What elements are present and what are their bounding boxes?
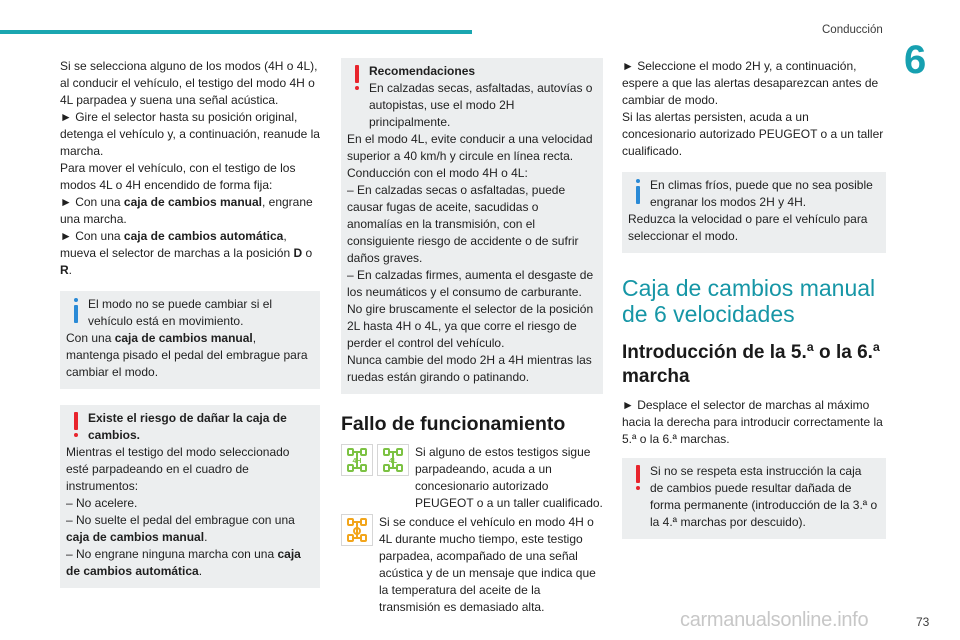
- recommendation-text: En calzadas secas, asfaltadas, autovías o autopistas, use el modo 2H principalmente.: [369, 81, 593, 129]
- column-3: [622, 58, 886, 539]
- info-text: El modo no se puede cambiar si el vehículo está en movimiento.: [88, 297, 273, 328]
- paragraph: Si se selecciona alguno de los modos (4H o 4L), al conducir el vehículo, el testigo del modo 4H o 4L parpadea y suena una señal acústica.: [60, 59, 318, 107]
- warning-box: [60, 405, 320, 588]
- warning-box: [622, 458, 886, 539]
- recommendation-text: – En calzadas firmes, aumenta el desgaste de los neumáticos y el consumo de carburante.: [347, 268, 594, 299]
- subsection-heading: Introducción de la 5.ª o la 6.ª marcha: [622, 342, 880, 387]
- recommendation-text: – En calzadas secas o asfaltadas, puede causar fugas de aceite, sacudidas o anomalías en la transmisión, con el consiguiente riesgo de accidente o de sufrir daños graves.: [347, 183, 579, 265]
- warning-lamps-row: [341, 444, 603, 512]
- page-number: 73: [916, 615, 930, 629]
- step: ► Seleccione el modo 2H y, a continuación, espere a que las alertas desaparezcan antes de cambiar de modo.: [622, 59, 879, 107]
- warning-list-item: – No suelte el pedal del embrague con una caja de cambios manual.: [66, 513, 295, 544]
- warning-icon: [628, 463, 650, 497]
- step: ► Desplace el selector de marchas al máximo hacia la derecha para introducir correctamente la 5.ª o la 6.ª marchas.: [622, 398, 883, 446]
- paragraph: Para mover el vehículo, con el testigo de los modos 4L o 4H encendido de forma fija:: [60, 161, 296, 192]
- info-box: [60, 291, 320, 389]
- temperature-lamp-row: [341, 514, 603, 616]
- step: ► Gire el selector hasta su posición original, detenga el vehículo y, a continuación, reanude la marcha.: [60, 110, 320, 158]
- recommendation-text: Nunca cambie del modo 2H a 4H mientras las ruedas están girando o patinando.: [347, 353, 592, 384]
- recommendations-box: [341, 58, 603, 394]
- info-icon: [628, 177, 650, 211]
- paragraph: Si alguno de estos testigos sigue parpadeando, acuda a un concesionario autorizado PEUGEOT o a un taller cualificado.: [415, 445, 603, 510]
- header-accent-bar: [0, 30, 472, 34]
- paragraph: Si las alertas persisten, acuda a un concesionario autorizado PEUGEOT o a un taller cualificado.: [622, 110, 884, 158]
- info-icon: [66, 296, 88, 330]
- warning-list-item: – No acelere.: [66, 496, 138, 510]
- info-text: En climas fríos, puede que no sea posible engranar los modos 2H y 4H.: [650, 178, 873, 209]
- 4h-warning-lamp-icon: [341, 444, 373, 476]
- section-title: Conducción: [822, 24, 883, 36]
- recommendations-title: Recomendaciones: [369, 64, 476, 78]
- info-box: [622, 172, 886, 253]
- recommendation-text: Conducción con el modo 4H o 4L:: [347, 166, 528, 180]
- info-text: Reduzca la velocidad o pare el vehículo para seleccionar el modo.: [628, 212, 868, 243]
- watermark: carmanualsonline.info: [680, 609, 869, 631]
- column-1: [60, 58, 320, 588]
- section-heading: Fallo de funcionamiento: [341, 413, 566, 435]
- recommendation-text: En el modo 4L, evite conducir a una velocidad superior a 40 km/h y circule en línea recta.: [347, 132, 593, 163]
- warning-icon: [66, 410, 88, 444]
- paragraph: Si se conduce el vehículo en modo 4H o 4L durante mucho tiempo, este testigo parpadea, acompañado de una señal acústica y de un mensaje que indica que la temperatura del aceite de la transmisión es demasiado alta.: [379, 515, 596, 614]
- section-heading: Caja de cambios manual de 6 velocidades: [622, 275, 876, 327]
- warning-title: Existe el riesgo de dañar la caja de cambios.: [88, 411, 287, 442]
- warning-list-item: – No engrane ninguna marcha con una caja de cambios automática.: [66, 547, 301, 578]
- transmission-temperature-lamp-icon: [341, 514, 373, 546]
- chapter-number: 6: [904, 38, 927, 82]
- info-text: Con una caja de cambios manual, mantenga pisado el pedal del embrague para cambiar el modo.: [66, 331, 308, 379]
- column-2: [341, 58, 603, 616]
- svg-text:4H: 4H: [352, 458, 362, 465]
- step: ► Con una caja de cambios automática, mueva el selector de marchas a la posición D o R.: [60, 229, 313, 277]
- warning-text: Mientras el testigo del modo seleccionado esté parpadeando en el cuadro de instrumentos:: [66, 445, 290, 493]
- recommendation-text: No gire bruscamente el selector de la posición 2L hasta 4H o 4L, ya que corre el riesgo de perder el control del vehículo.: [347, 302, 594, 350]
- 4l-warning-lamp-icon: [377, 444, 409, 476]
- step: ► Con una caja de cambios manual, engrane una marcha.: [60, 195, 313, 226]
- warning-icon: [347, 63, 369, 97]
- warning-text: Si no se respeta esta instrucción la caja de cambios puede resultar dañada de forma permanente (introducción de la 3.ª o la 4.ª marchas por descuido).: [650, 464, 878, 529]
- svg-text:4L: 4L: [388, 458, 398, 465]
